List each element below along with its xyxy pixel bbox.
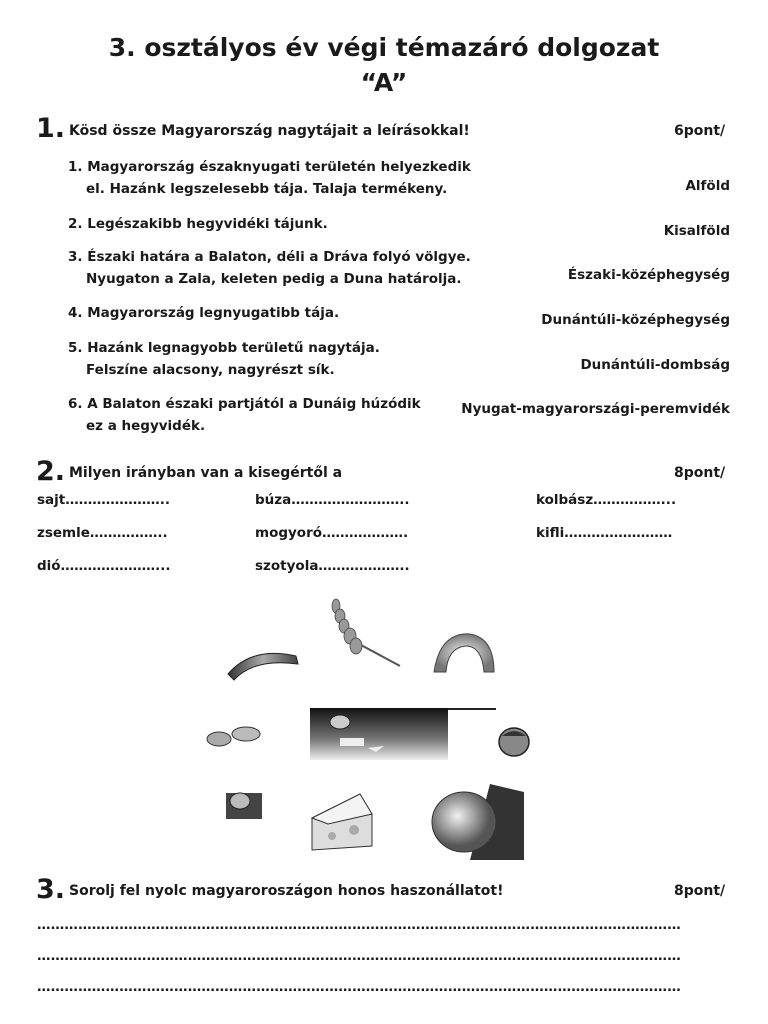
page-subtitle: “A”	[360, 68, 408, 97]
q2-number: 2.	[36, 456, 66, 487]
cheese-image	[308, 790, 374, 852]
sausage-image	[222, 642, 302, 682]
q1-item-5-line2: Felszíne alacsony, nagyrészt sík.	[86, 362, 335, 378]
q1-item-3	[68, 246, 471, 290]
q3-points: 8pont/	[674, 883, 726, 899]
q1-item-1	[68, 156, 471, 200]
q1-item-3-line2: Nyugaton a Zala, keleten pedig a Duna határolja.	[86, 271, 462, 287]
q3-answer-line-3[interactable]: ……………………………………………………………………………………………………………………………	[37, 979, 681, 995]
q2-fill-szotyola[interactable]: szotyola………………..	[255, 558, 410, 574]
q1-item-6-line2: ez a hegyvidék.	[86, 418, 206, 434]
q1-item-5	[68, 337, 380, 381]
q2-fill-dio[interactable]: dió…………………...	[37, 558, 171, 574]
q1-item-2	[68, 213, 328, 235]
q1-item-1-line1: 1. Magyarország északnyugati területén helyezkedik	[68, 159, 471, 175]
q2-points: 8pont/	[674, 465, 726, 481]
q1-item-6-line1: 6. A Balaton északi partjától a Dunáig húzódik	[68, 396, 421, 412]
q3-answer-line-2[interactable]: ……………………………………………………………………………………………………………………………	[37, 948, 681, 964]
q2-text: Milyen irányban van a kisegértől a	[69, 465, 343, 481]
region-dunantuli-kozephegyseg: Dunántúli-középhegység	[541, 312, 730, 328]
mouse-scene-image	[310, 708, 496, 760]
wheat-image	[328, 598, 404, 672]
region-kisalfold: Kisalföld	[663, 223, 730, 239]
q1-number: 1.	[36, 113, 66, 144]
q1-item-6	[68, 393, 421, 437]
q2-fill-kifli[interactable]: kifli……………………	[536, 525, 673, 541]
hazelnut-image	[496, 722, 532, 762]
seeds-image	[224, 787, 266, 821]
q1-item-5-line1: 5. Hazánk legnagyobb területű nagytája.	[68, 340, 380, 356]
crescent-roll-image	[430, 628, 498, 680]
q2-fill-kolbasz[interactable]: kolbász……………...	[536, 492, 677, 508]
page-title: 3. osztályos év végi témazáró dolgozat	[108, 33, 660, 62]
region-dunantuli-dombsag: Dunántúli-dombság	[580, 357, 730, 373]
region-eszaki-kozephegyseg: Északi-középhegység	[567, 267, 730, 283]
q2-fill-zsemle[interactable]: zsemle……………..	[37, 525, 168, 541]
q2-fill-sajt[interactable]: sajt…………………..	[37, 492, 170, 508]
region-alfold: Alföld	[685, 178, 730, 194]
q1-points: 6pont/	[674, 123, 726, 139]
q1-text: Kösd össze Magyarország nagytájait a leírásokkal!	[69, 123, 470, 139]
q3-text: Sorolj fel nyolc magyaroroszágon honos haszonállatot!	[69, 883, 504, 899]
q1-item-1-line2: el. Hazánk legszelesebb tája. Talaja termékeny.	[86, 181, 448, 197]
q3-answer-line-1[interactable]: ……………………………………………………………………………………………………………………………	[37, 917, 681, 933]
q2-fill-mogyoro[interactable]: mogyoró……………….	[255, 525, 409, 541]
q2-fill-buza[interactable]: búza……………………..	[255, 492, 410, 508]
nuts-image	[204, 724, 264, 748]
q1-item-3-line1: 3. Északi határa a Balaton, déli a Dráva folyó völgye.	[68, 249, 471, 265]
bread-roll-image	[430, 778, 524, 860]
q1-item-2-line1: 2. Legészakibb hegyvidéki tájunk.	[68, 216, 328, 232]
q1-item-4-line1: 4. Magyarország legnyugatibb tája.	[68, 305, 340, 321]
q3-number: 3.	[36, 874, 66, 905]
region-nyugat-peremvidek: Nyugat-magyarországi-peremvidék	[461, 401, 730, 417]
q1-item-4	[68, 302, 339, 324]
